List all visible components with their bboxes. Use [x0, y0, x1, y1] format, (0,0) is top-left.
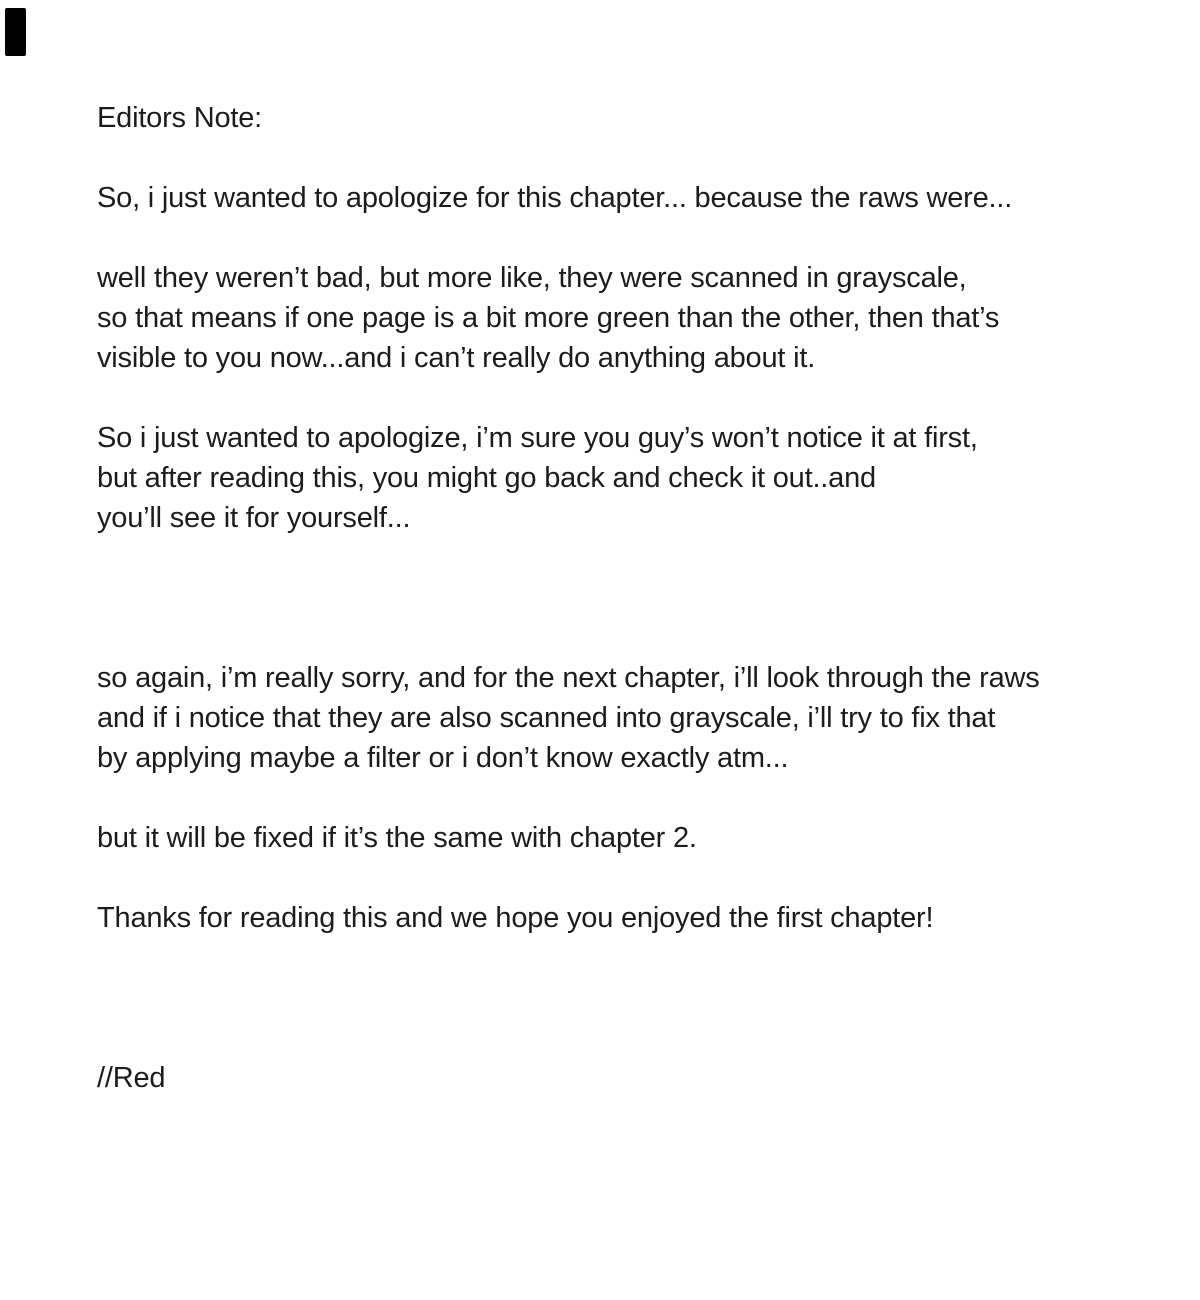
paragraph-apology-detail — [97, 418, 1160, 538]
text-line: by applying maybe a filter or i don’t know exactly atm... — [97, 742, 789, 774]
text-line: so again, i’m really sorry, and for the next chapter, i’ll look through the raws — [97, 662, 1040, 694]
text-line: you’ll see it for yourself... — [97, 502, 411, 534]
note-heading: Editors Note: — [97, 102, 263, 134]
text-line: Thanks for reading this and we hope you enjoyed the first chapter! — [97, 902, 934, 934]
paragraph-next-chapter-plan — [97, 658, 1160, 778]
editors-note — [97, 98, 1160, 1098]
text-line: So, i just wanted to apologize for this chapter... because the raws were... — [97, 182, 1013, 214]
paragraph-grayscale-explanation — [97, 258, 1160, 378]
text-line: visible to you now...and i can’t really do anything about it. — [97, 342, 816, 374]
text-line: and if i notice that they are also scanned into grayscale, i’ll try to fix that — [97, 702, 996, 734]
signature: //Red — [97, 1062, 166, 1094]
text-line: so that means if one page is a bit more green than the other, then that’s — [97, 302, 1000, 334]
corner-artifact — [5, 8, 26, 56]
text-line: So i just wanted to apologize, i’m sure you guy’s won’t notice it at first, — [97, 422, 978, 454]
text-line: well they weren’t bad, but more like, they were scanned in grayscale, — [97, 262, 967, 294]
paragraph-apology-intro — [97, 178, 1160, 218]
text-line: but after reading this, you might go back and check it out..and — [97, 462, 876, 494]
paragraph-thanks — [97, 898, 1160, 938]
text-line: but it will be fixed if it’s the same with chapter 2. — [97, 822, 697, 854]
paragraph-fix-promise — [97, 818, 1160, 858]
